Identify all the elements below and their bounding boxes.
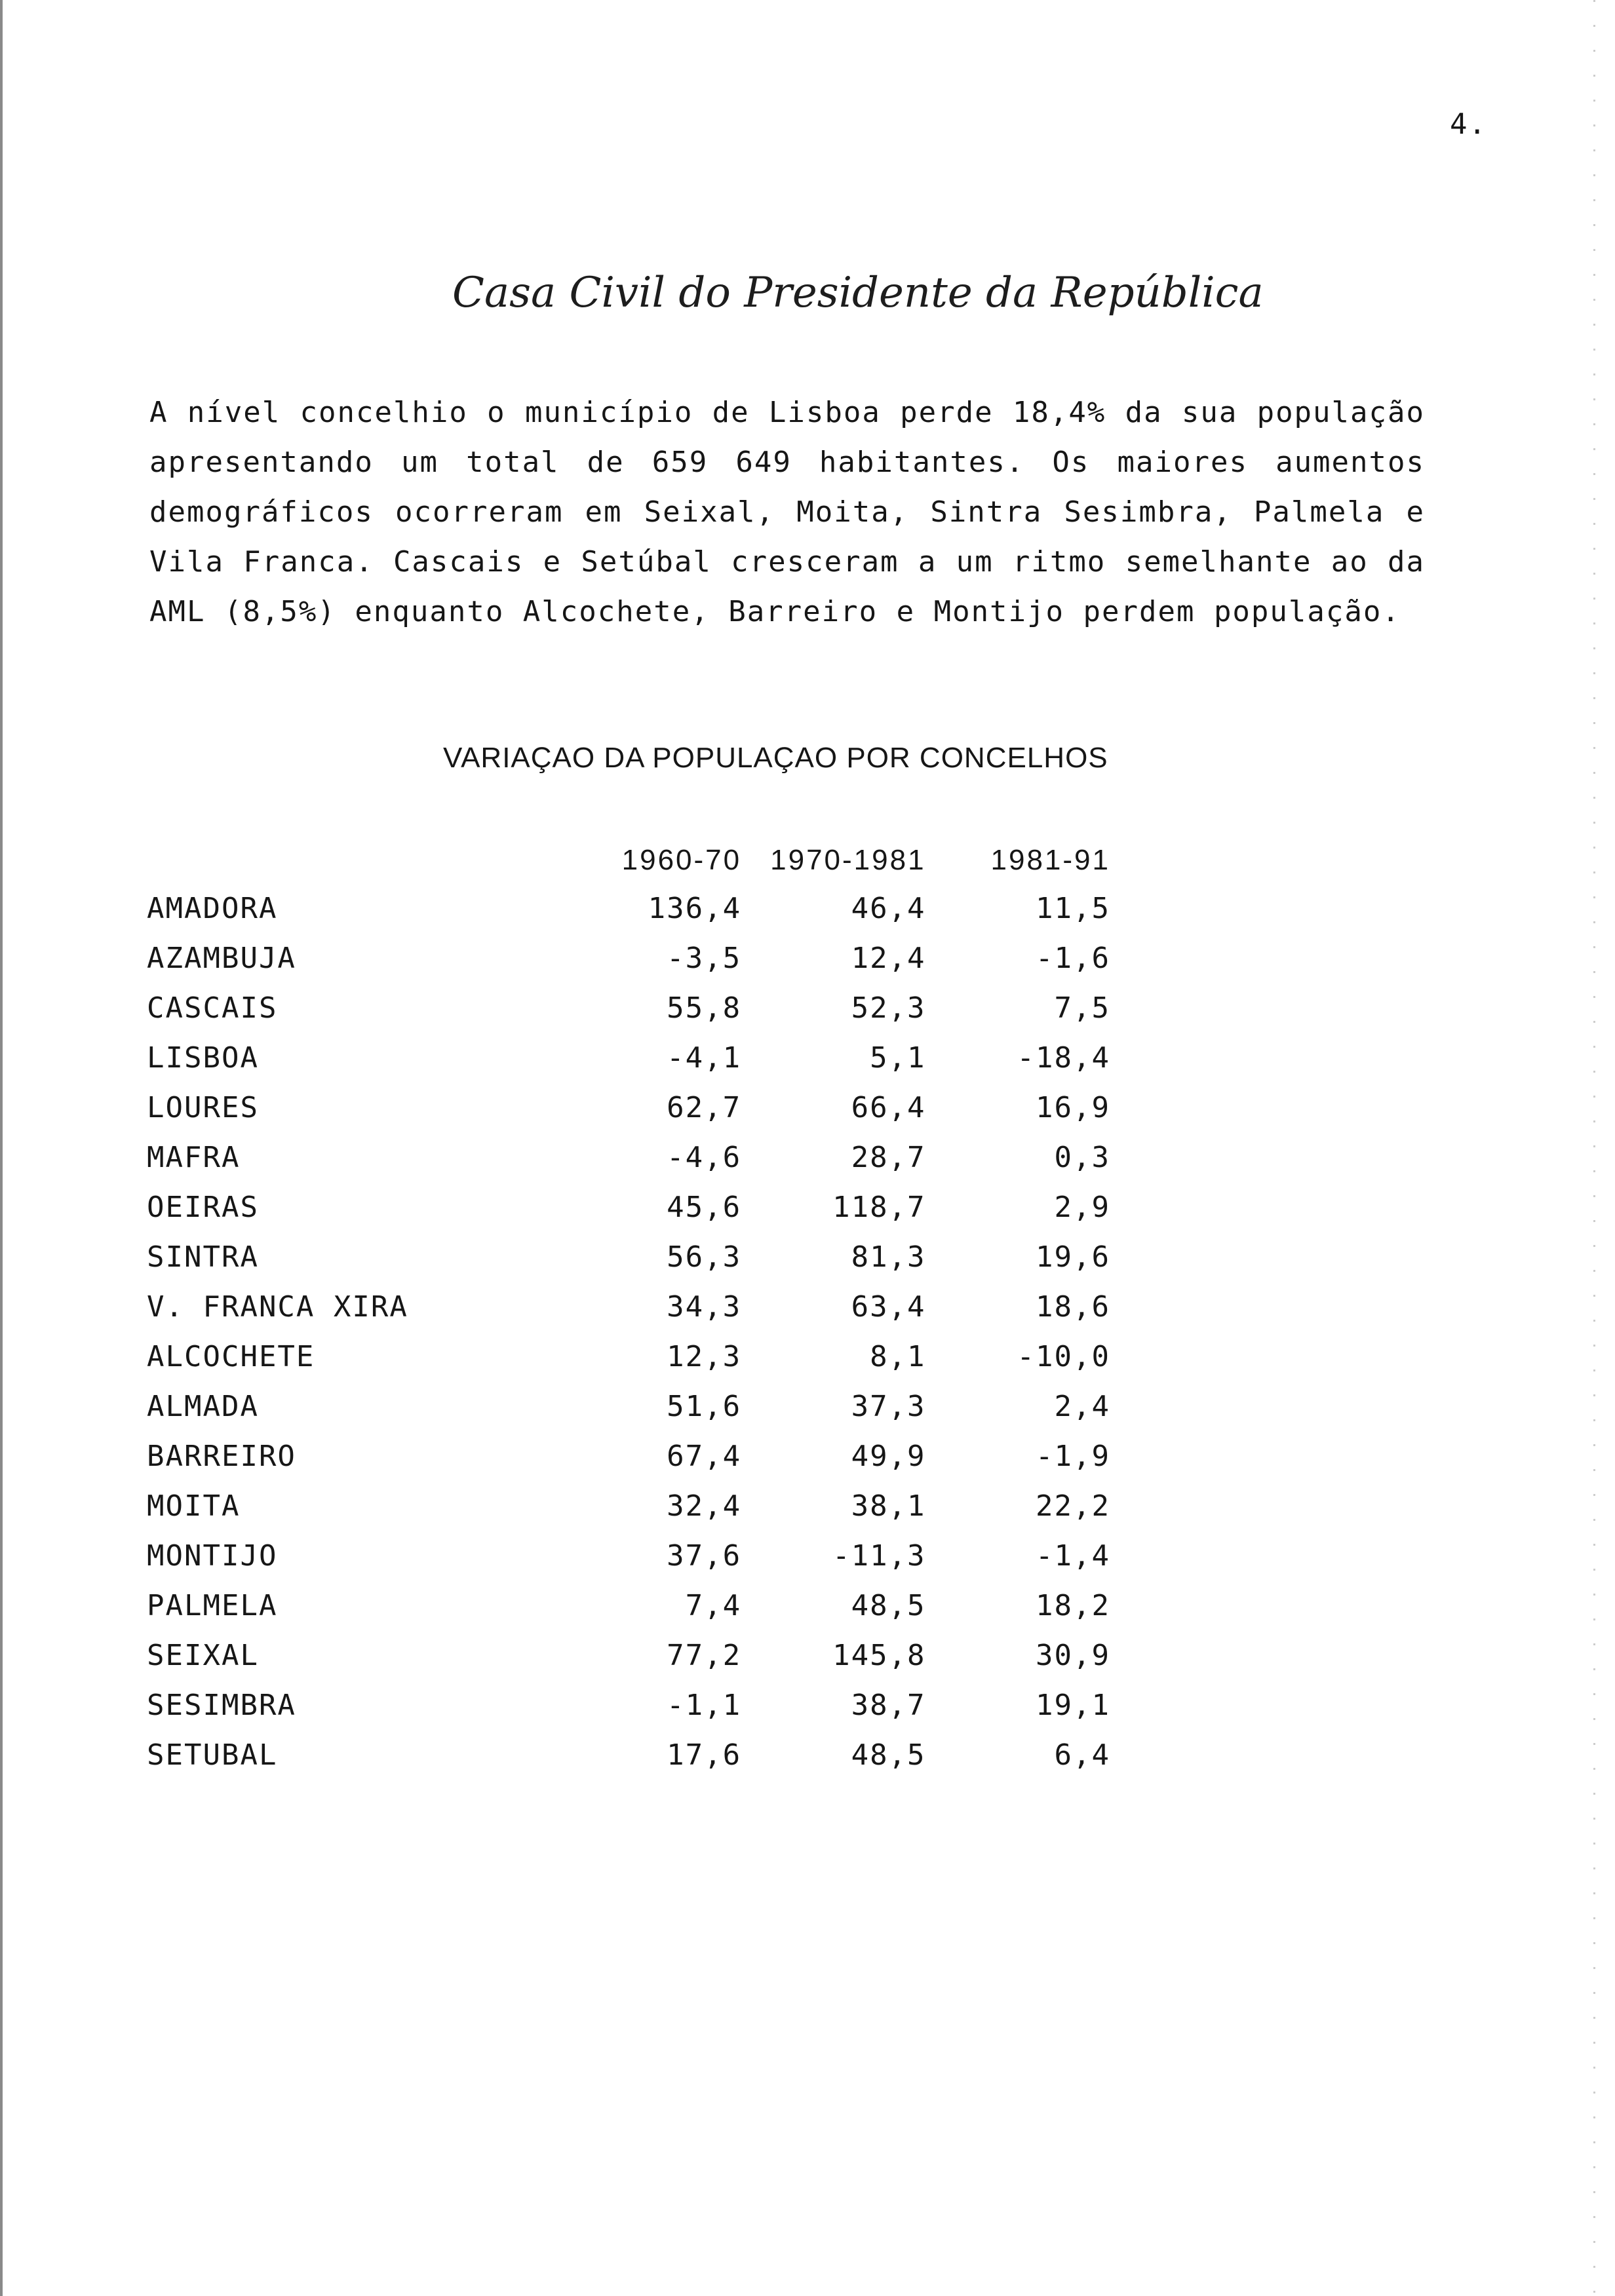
value-cell: 22,2: [1036, 1489, 1110, 1523]
value-cell: 55,8: [667, 991, 742, 1025]
table-row: [147, 933, 1110, 983]
value-cell: 37,6: [667, 1539, 742, 1573]
value-cell: 34,3: [667, 1290, 742, 1324]
table-header-cell: [147, 837, 467, 883]
table-row: [147, 1381, 1110, 1431]
intro-paragraph: A nível concelhio o município de Lisboa perde 18,4% da sua população apresentando um total de 659 649 habitantes. Os maiores aumentos demográficos ocorreram em Seixal, Moita, Sintra Sesimbra, Palmela e Vila Franca. Cascais e Setúbal cresceram a um ritmo semelhante ao da AML (8,5%) enquanto Alcochete, Barreiro e Montijo perdem população.: [149, 396, 1425, 628]
letterhead: [452, 253, 1264, 332]
value-cell: 30,9: [1036, 1638, 1110, 1672]
value-cell: 19,6: [1036, 1240, 1110, 1274]
value-cell: 28,7: [851, 1140, 926, 1174]
page-left-edge: [0, 0, 3, 2296]
letterhead-text: Casa Civil do Presidente da República: [452, 269, 1264, 317]
value-cell: 67,4: [667, 1439, 742, 1473]
municipality-cell: LISBOA: [147, 1041, 259, 1075]
value-cell: -4,1: [667, 1041, 742, 1075]
table-row: [147, 1082, 1110, 1132]
value-cell: 12,3: [667, 1339, 742, 1373]
table-row: [147, 883, 1110, 933]
table-row: [147, 1431, 1110, 1481]
value-cell: 5,1: [870, 1041, 926, 1075]
value-cell: 38,1: [851, 1489, 926, 1523]
value-cell: -1,9: [1036, 1439, 1110, 1473]
value-cell: -11,3: [832, 1539, 926, 1573]
municipality-cell: AZAMBUJA: [147, 941, 296, 975]
municipality-cell: LOURES: [147, 1090, 259, 1124]
value-cell: 66,4: [851, 1090, 926, 1124]
value-cell: 2,9: [1054, 1190, 1110, 1224]
value-cell: 11,5: [1036, 891, 1110, 925]
value-cell: 7,5: [1054, 991, 1110, 1025]
value-cell: 46,4: [851, 891, 926, 925]
value-cell: 38,7: [851, 1688, 926, 1722]
municipality-cell: SESIMBRA: [147, 1688, 296, 1722]
table-row: [147, 1182, 1110, 1232]
value-cell: 52,3: [851, 991, 926, 1025]
value-cell: 118,7: [832, 1190, 926, 1224]
value-cell: 51,6: [667, 1389, 742, 1423]
municipality-cell: CASCAIS: [147, 991, 278, 1025]
table-row: [147, 1630, 1110, 1680]
table-row: [147, 983, 1110, 1033]
value-cell: 7,4: [685, 1588, 742, 1622]
value-cell: 48,5: [851, 1588, 926, 1622]
table-row: [147, 1580, 1110, 1630]
table-header-cell: 1981-91: [990, 844, 1110, 876]
municipality-cell: MAFRA: [147, 1140, 241, 1174]
value-cell: 18,6: [1036, 1290, 1110, 1324]
table-row: [147, 1730, 1110, 1780]
table-row: [147, 1331, 1110, 1381]
value-cell: 19,1: [1036, 1688, 1110, 1722]
value-cell: 77,2: [667, 1638, 742, 1672]
value-cell: 63,4: [851, 1290, 926, 1324]
value-cell: -1,6: [1036, 941, 1110, 975]
value-cell: 49,9: [851, 1439, 926, 1473]
value-cell: 37,3: [851, 1389, 926, 1423]
value-cell: -1,4: [1036, 1539, 1110, 1573]
value-cell: 45,6: [667, 1190, 742, 1224]
municipality-cell: V. FRANCA XIRA: [147, 1290, 408, 1324]
municipality-cell: AMADORA: [147, 891, 278, 925]
value-cell: 145,8: [832, 1638, 926, 1672]
population-table: [147, 837, 1110, 1780]
table-row: [147, 1680, 1110, 1730]
municipality-cell: MONTIJO: [147, 1539, 278, 1573]
table-row: [147, 1132, 1110, 1182]
municipality-cell: ALMADA: [147, 1389, 259, 1423]
value-cell: -18,4: [1017, 1041, 1110, 1075]
value-cell: -4,6: [667, 1140, 742, 1174]
table-title: VARIAÇAO DA POPULAÇAO POR CONCELHOS: [443, 742, 1108, 774]
municipality-cell: ALCOCHETE: [147, 1339, 315, 1373]
municipality-cell: SINTRA: [147, 1240, 259, 1274]
value-cell: 17,6: [667, 1738, 742, 1772]
value-cell: 16,9: [1036, 1090, 1110, 1124]
value-cell: 18,2: [1036, 1588, 1110, 1622]
value-cell: 32,4: [667, 1489, 742, 1523]
value-cell: 48,5: [851, 1738, 926, 1772]
value-cell: 62,7: [667, 1090, 742, 1124]
municipality-cell: MOITA: [147, 1489, 241, 1523]
page-right-edge: [1593, 0, 1595, 2296]
table-row: [147, 1531, 1110, 1580]
municipality-cell: PALMELA: [147, 1588, 278, 1622]
municipality-cell: SEIXAL: [147, 1638, 259, 1672]
table-header-cell: 1960-70: [621, 844, 742, 876]
municipality-cell: SETUBAL: [147, 1738, 278, 1772]
table-row: [147, 1481, 1110, 1531]
value-cell: 8,1: [870, 1339, 926, 1373]
value-cell: -3,5: [667, 941, 742, 975]
table-row: [147, 1282, 1110, 1331]
value-cell: 12,4: [851, 941, 926, 975]
page-number: 4.: [1450, 107, 1487, 141]
table-row: [147, 1232, 1110, 1282]
value-cell: 56,3: [667, 1240, 742, 1274]
table-row: [147, 1033, 1110, 1082]
value-cell: -1,1: [667, 1688, 742, 1722]
value-cell: 81,3: [851, 1240, 926, 1274]
table-header-cell: 1970-1981: [770, 844, 926, 876]
value-cell: 0,3: [1054, 1140, 1110, 1174]
value-cell: -10,0: [1017, 1339, 1110, 1373]
table-header-row: [147, 837, 1110, 883]
value-cell: 2,4: [1054, 1389, 1110, 1423]
municipality-cell: BARREIRO: [147, 1439, 296, 1473]
value-cell: 6,4: [1054, 1738, 1110, 1772]
municipality-cell: OEIRAS: [147, 1190, 259, 1224]
value-cell: 136,4: [648, 891, 742, 925]
